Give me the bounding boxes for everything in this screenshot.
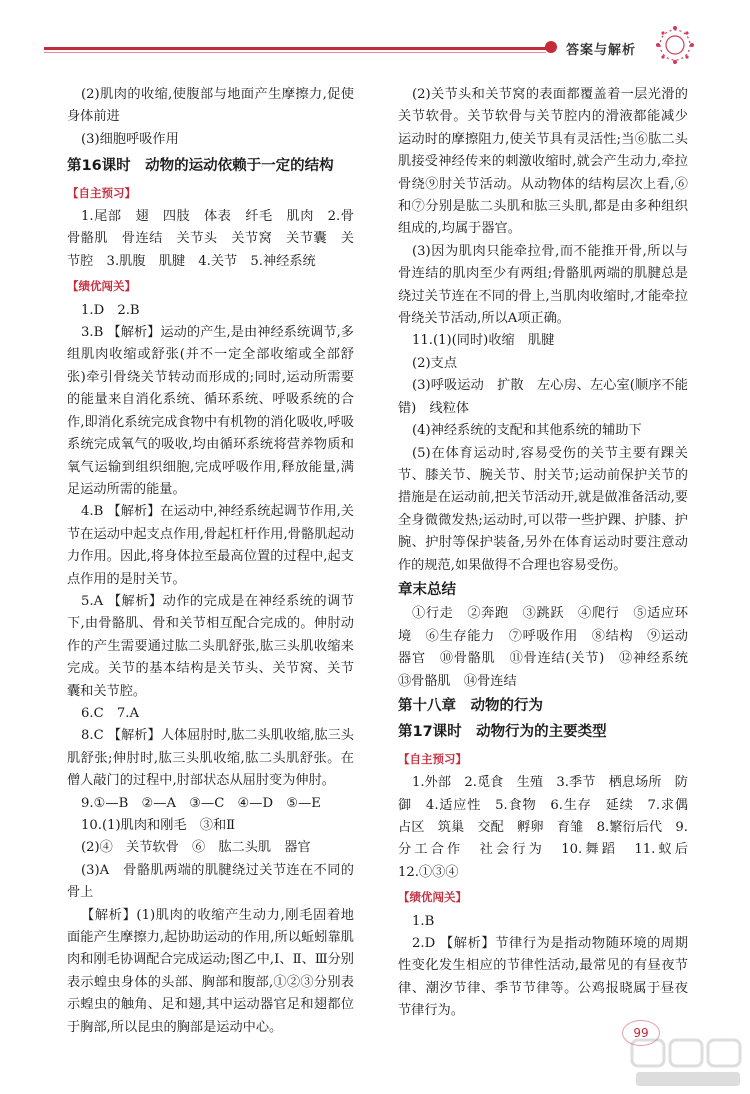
watermark-logo-icon — [630, 1034, 745, 1090]
header-rule-thin — [44, 52, 546, 53]
chapter-title: 第十八章 动物的行为 — [398, 697, 543, 714]
answer-paragraph: (2)④ 关节软骨 ⑥ 肱二头肌 器官 — [81, 840, 311, 856]
section-tag: 【绩优闯关】 — [67, 279, 136, 294]
left-column — [67, 84, 368, 1039]
answer-paragraph: 11.(1)(同时)收缩 肌腱 — [412, 333, 555, 349]
section-tag-row — [67, 180, 354, 206]
answer-paragraph: 9.①—B ②—A ③—C ④—D ⑤—E — [81, 795, 321, 811]
lesson-title: 第17课时 动物行为的主要类型 — [398, 724, 607, 741]
section-tag-row — [398, 746, 688, 772]
header-rule — [44, 47, 546, 50]
answer-paragraph: ①行走 ②奔跑 ③跳跃 ④爬行 ⑤适应环境 ⑥生存能力 ⑦呼吸作用 ⑧结构 ⑨运动器官 ⑩骨骼肌 ⑪骨连结(关节) ⑫神经系统 ⑬骨骼肌 ⑭骨连结 — [398, 606, 702, 689]
answer-paragraph: 10.(1)肌肉和刚毛 ③和Ⅱ — [81, 818, 236, 833]
answer-paragraph: (2)关节头和关节窝的表面都覆盖着一层光滑的关节软骨。关节软骨与关节腔内的滑液都能减少运动时的摩擦阻力,使关节具有灵活性;当⑥肱二头肌接受神经传来的刺激收缩时,就会产生动力,牵拉骨绕⑨肘关节活动。从动物体的结构层次上看,⑥和⑦分别是肱二头肌和肱三头肌,都是由多种组织组成的,均属于器官。 — [398, 87, 688, 237]
header-dot-icon — [545, 41, 557, 53]
answer-paragraph: (4)神经系统的支配和其他系统的辅助下 — [412, 423, 642, 439]
answer-paragraph: 1.外部 2.觅食 生殖 3.季节 栖息场所 防御 4.适应性 5.食物 6.生存 延续 7.求偶 占区 筑巢 交配 孵卵 育雏 8.繁衍后代 9.分工合作 社会行为 10.舞蹈 11.蚁后 12.①③④ — [398, 775, 702, 880]
answer-paragraph: (3)A 骨骼肌两端的肌腱绕过关节连在不同的骨上 — [67, 862, 354, 901]
section-tag-row — [67, 273, 354, 299]
answer-paragraph: 8.C 【解析】人体屈肘时,肱二头肌收缩,肱三头肌舒张;伸肘时,肱三头肌收缩,肱二头肌舒张。在僧人敲门的过程中,肘部状态从屈肘变为伸肘。 — [67, 728, 354, 789]
page-number: 99 — [622, 1020, 660, 1046]
answer-paragraph: (2)肌肉的收缩,使腹部与地面产生摩擦力,促使身体前进 — [67, 87, 354, 125]
answer-paragraph: (3)呼吸运动 扩散 左心房、左心室(顺序不能错) 线粒体 — [398, 378, 688, 416]
answer-paragraph: 【解析】(1)肌肉的收缩产生动力,刚毛固着地面能产生摩擦力,起协助运动的作用,所以蚯蚓靠肌肉和刚毛协调配合完成运动;图乙中,Ⅰ、Ⅱ、Ⅲ分别表示蝗虫身体的头部、胸部和腹部,①②③分别表示蝗虫的触角、足和翅,其中运动器官足和翅都位于胸部,所以昆虫的胸部是运动中心。 — [67, 907, 354, 1035]
answer-paragraph: 3.B 【解析】运动的产生,是由神经系统调节,多组肌肉收缩或舒张(并不一定全部收缩或全部舒张)牵引骨绕关节转动而形成的;同时,运动所需要的能量来自消化系统、循环系统、呼吸系统的合作,即消化系统完成食物中有机物的消化吸收,呼吸系统完成氧气的吸收,均由循环系统将营养物质和氧气运输到组织细胞,完成呼吸作用,释放能量,满足运动所需的能量。 — [67, 325, 354, 497]
answer-paragraph: 1.尾部 翅 四肢 体表 纤毛 肌肉 2.骨 骨骼肌 骨连结 关节头 关节窝 关节囊 关节腔 3.肌腹 肌腱 4.关节 5.神经系统 — [67, 209, 368, 269]
answer-paragraph: 5.A 【解析】动作的完成是在神经系统的调节下,由骨骼肌、骨和关节相互配合完成的。伸肘动作的产生需要通过肱二头肌舒张,肱三头肌收缩来完成。关节的基本结构是关节头、关节窝、关节囊和关节腔。 — [67, 593, 354, 699]
chapter-title: 章末总结 — [398, 581, 456, 598]
answer-paragraph: (2)支点 — [412, 355, 458, 371]
section-tag: 【绩优闯关】 — [398, 890, 467, 905]
answer-paragraph: (5)在体育运动时,容易受伤的关节主要有踝关节、膝关节、腕关节、肘关节;运动前保护关节的措施是在运动前,把关节活动开,就是做准备活动,要全身微微发热;运动时,可以带一些护踝、护膝、护腕、护肘等保护装备,另外在体育运动时要注意动作的规范,如果做得不合理也容易受伤。 — [398, 445, 688, 573]
section-tag: 【自主预习】 — [398, 751, 467, 766]
answer-paragraph: (3)因为肌肉只能牵拉骨,而不能推开骨,所以与骨连结的肌肉至少有两组;骨骼肌两端的肌腱总是绕过关节连在不同的骨上,当肌肉收缩时,才能牵拉骨绕关节活动,所以A项正确。 — [398, 243, 688, 327]
answer-paragraph: 1.D 2.B — [81, 302, 140, 318]
answer-paragraph: 4.B 【解析】在运动中,神经系统起调节作用,关节在运动中起支点作用,骨起杠杆作用,骨骼肌起动力作用。因此,将身体拉至最高位置的过程中,起支点作用的是肘关节。 — [67, 504, 354, 587]
answer-paragraph: 1.B — [412, 913, 435, 929]
right-column — [398, 84, 702, 1023]
lesson-title: 第16课时 动物的运动依赖于一定的结构 — [67, 158, 334, 175]
answer-paragraph: 2.D 【解析】节律行为是指动物随环境的周期性变化发生相应的节律性活动,最常见的有昼夜节律、潮汐节律、季节节律等。公鸡报晓属于昼夜节律行为。 — [398, 936, 688, 1019]
header-title: 答案与解析 — [566, 43, 637, 58]
flower-ornament-icon — [652, 22, 698, 68]
page-header — [0, 0, 750, 80]
answer-paragraph: 6.C 7.A — [81, 705, 139, 721]
answer-paragraph: (3)细胞呼吸作用 — [81, 131, 179, 147]
section-tag: 【自主预习】 — [67, 185, 136, 200]
section-tag-row — [398, 884, 688, 910]
